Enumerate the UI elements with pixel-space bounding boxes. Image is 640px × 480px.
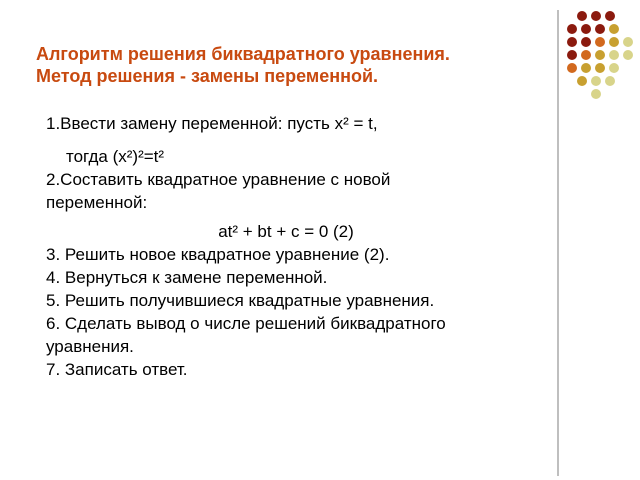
- step-2-line-1: 2.Составить квадратное уравнение с новой: [46, 170, 391, 189]
- algorithm-steps: [46, 112, 566, 381]
- decor-dot: [581, 63, 591, 73]
- decor-dot: [623, 37, 633, 47]
- decor-dot: [591, 89, 601, 99]
- decor-dot: [595, 63, 605, 73]
- decor-dot: [623, 50, 633, 60]
- step-4: 4. Вернуться к замене переменной.: [46, 268, 328, 287]
- step-7: 7. Записать ответ.: [46, 360, 188, 379]
- title-line-1: Алгоритм решения биквадратного уравнения.: [36, 44, 450, 64]
- decor-dot: [581, 37, 591, 47]
- decor-dot: [581, 24, 591, 34]
- step-3: 3. Решить новое квадратное уравнение (2).: [46, 245, 390, 264]
- decor-dot: [609, 50, 619, 60]
- slide-title: [36, 43, 556, 87]
- decor-dot: [595, 24, 605, 34]
- decor-dot: [595, 37, 605, 47]
- decor-dot: [577, 11, 587, 21]
- decor-dot: [567, 63, 577, 73]
- decor-dot: [567, 37, 577, 47]
- step-5: 5. Решить получившиеся квадратные уравнения.: [46, 291, 435, 310]
- decor-dot: [595, 50, 605, 60]
- decor-dot: [581, 50, 591, 60]
- step-1-substitution: тогда (x²)²=t²: [66, 147, 165, 166]
- decor-dot: [605, 11, 615, 21]
- title-line-2: Метод решения - замены переменной.: [36, 66, 379, 86]
- step-1: 1.Ввести замену переменной: пусть x² = t,: [46, 114, 378, 133]
- decorative-dots: [567, 11, 637, 107]
- decor-dot: [567, 50, 577, 60]
- decor-dot: [591, 76, 601, 86]
- step-2-line-2: переменной:: [46, 193, 148, 212]
- decor-dot: [609, 24, 619, 34]
- decor-dot: [577, 76, 587, 86]
- step-6-line-2: уравнения.: [46, 337, 134, 356]
- decor-dot: [591, 11, 601, 21]
- quadratic-equation: at² + bt + c = 0 (2): [218, 222, 354, 241]
- decor-dot: [605, 76, 615, 86]
- decor-dot: [609, 63, 619, 73]
- decor-dot: [609, 37, 619, 47]
- decor-dot: [567, 24, 577, 34]
- step-6-line-1: 6. Сделать вывод о числе решений биквадратного: [46, 314, 446, 333]
